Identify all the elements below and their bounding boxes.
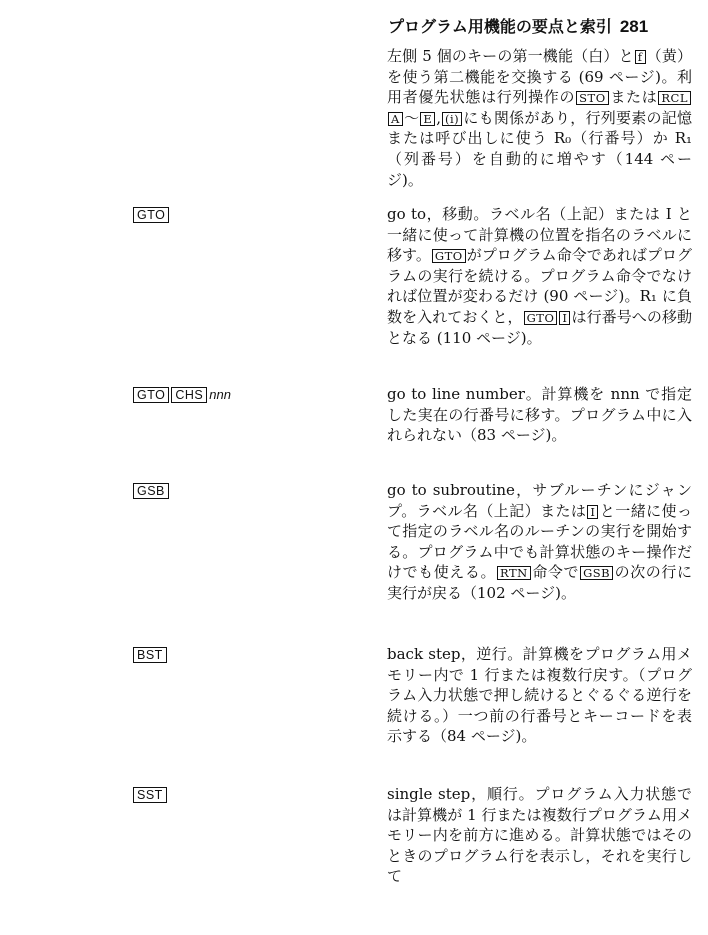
entry-gto-chs-key	[133, 386, 231, 404]
entry-gsb-key	[133, 482, 171, 500]
entry-bst-key	[133, 646, 169, 664]
top-text-2: （黄）を使う第二機能を交換する (69 ページ)。利用者優先状態は行列操作の	[387, 47, 692, 107]
sst-key: SST	[133, 787, 167, 803]
f-key-ref: f	[635, 50, 646, 64]
sto-key-ref: STO	[576, 91, 608, 105]
entry-gto-key	[133, 206, 171, 224]
header-title: プログラム用機能の要点と索引	[388, 17, 612, 36]
entry-gsb-description	[387, 480, 692, 604]
rcl-key-ref: RCL	[658, 91, 691, 105]
top-text-5: ,	[436, 108, 442, 127]
gto-text-2: がプログラム命令であればプログラムの実行を続ける。プログラム命令でなければ位置が変わるだけ (90 ページ)。R₁ に負数を入れておくと，	[387, 246, 692, 326]
i-key-ref: I	[587, 505, 598, 519]
top-text-1: 左側 5 個のキーの第一機能（白）と	[387, 47, 634, 65]
gsb-text-2: と一緒に使って指定のラベル名のルーチンの実行を開始する。プログラム中でも計算状態のキー操作だけでも使える。	[387, 501, 692, 582]
page-number: 281	[619, 17, 649, 36]
e-key-ref: E	[420, 112, 435, 126]
gto-key: GTO	[133, 387, 169, 403]
top-continuation-text	[387, 46, 692, 190]
bst-key: BST	[133, 647, 167, 663]
gsb-text-1: go to subroutine，サブルーチンにジャンプ。ラベル名（上記）または	[387, 481, 692, 520]
top-paragraph	[387, 46, 692, 190]
gsb-text-4: の次の行に実行が戻る（102 ページ)。	[387, 563, 692, 602]
gsb-key: GSB	[133, 483, 169, 499]
a-key-ref: A	[388, 112, 403, 126]
top-text-4: 〜	[403, 108, 420, 127]
rtn-key-ref: RTN	[497, 566, 531, 580]
gto-text-1: go to，移動。ラベル名（上記）または I と一緒に使って計算機の位置を指名のラベルに移す。	[387, 205, 692, 265]
gto-text-3: は行番号への移動となる (110 ページ)。	[387, 307, 692, 347]
gto-key-ref-2: GTO	[524, 311, 558, 325]
entry-bst-description	[387, 644, 692, 747]
i-paren-key-ref: (i)	[442, 112, 462, 126]
running-header	[388, 14, 688, 37]
top-text-3: または	[609, 88, 658, 107]
gsb-text-3: 命令で	[531, 563, 580, 582]
sst-text: single step，順行。プログラム入力状態では計算機が 1 行または複数行プログラム用メモリー内を前方に進める。計算状態ではそのときのプログラム行を表示し，それを実行して	[387, 785, 692, 886]
gto-key-ref: GTO	[432, 249, 466, 263]
entry-gto-chs-description	[387, 384, 692, 446]
line-number-arg: nnn	[209, 387, 231, 402]
gto-chs-text: go to line number。計算機を nnn で指定した実在の行番号に移す。プログラム中に入れられない（83 ページ)。	[387, 385, 692, 445]
top-text-6: にも関係があり，行列要素の記憶または呼び出しに使う R₀（行番号）か R₁（列番号）を自動的に増やす（144 ページ)。	[387, 108, 692, 189]
entry-sst-key	[133, 786, 169, 804]
i-key-ref: I	[559, 311, 570, 325]
bst-text: back step，逆行。計算機をプログラム用メモリー内で 1 行または複数行戻す。（プログラム入力状態で押し続けるとぐるぐる逆行を続ける。）一つ前の行番号とキーコードを表示する（84 ページ)。	[387, 645, 692, 746]
entry-sst-description	[387, 784, 692, 887]
chs-key: CHS	[171, 387, 207, 403]
gto-key: GTO	[133, 207, 169, 223]
gsb-key-ref: GSB	[580, 566, 613, 580]
entry-gto-description	[387, 204, 692, 348]
